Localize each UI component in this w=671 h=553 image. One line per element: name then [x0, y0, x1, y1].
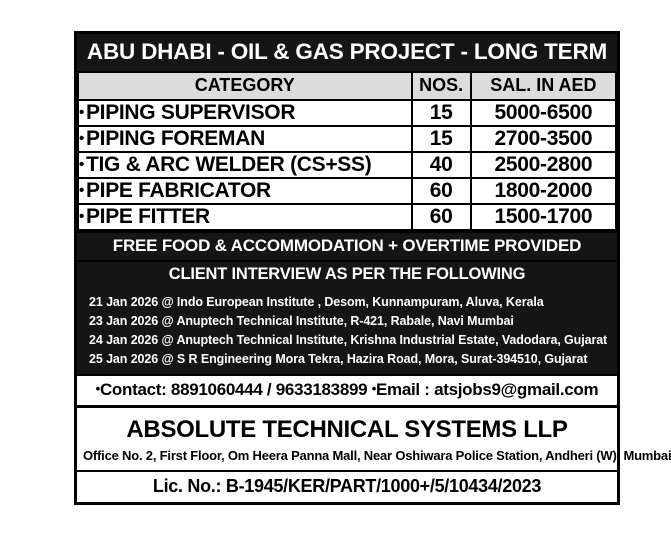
list-item: 23 Jan 2026 @ Anuptech Technical Institute, R-421, Rabale, Navi Mumbai [89, 313, 514, 328]
cell-nos: 15 [412, 126, 471, 152]
header-salary: SAL. IN AED [471, 72, 616, 100]
cell-nos: 40 [412, 152, 471, 178]
cell-category [78, 204, 412, 230]
bullet-icon: • [79, 130, 84, 147]
license-number: Lic. No.: B-1945/KER/PART/1000+/5/10434/2023 [77, 470, 617, 502]
category-label: TIG & ARC WELDER (CS+SS) [85, 153, 372, 176]
cell-category [78, 152, 412, 178]
bullet-icon: • [371, 381, 376, 396]
job-advertisement [74, 31, 671, 505]
header-nos: NOS. [412, 72, 471, 100]
list-item: 21 Jan 2026 @ Indo European Institute , Desom, Kunnampuram, Aluva, Kerala [89, 294, 544, 309]
phone-numbers[interactable]: 8891060444 / 9633183899 [170, 380, 368, 399]
interview-strip: CLIENT INTERVIEW AS PER THE FOLLOWING [77, 260, 617, 288]
company-address: Office No. 2, First Floor, Om Heera Panna Mall, Near Oshiwara Police Station, Andheri (W), Mumbai [83, 448, 671, 463]
ad-title: ABU DHABI - OIL & GAS PROJECT - LONG TERM [77, 34, 617, 71]
bullet-icon: • [79, 156, 84, 173]
table-header-row [78, 72, 616, 100]
cell-category [78, 100, 412, 126]
bullet-icon: • [79, 208, 84, 225]
cell-category [78, 178, 412, 204]
benefits-strip: FREE FOOD & ACCOMMODATION + OVERTIME PROVIDED [77, 231, 617, 260]
cell-salary: 1500-1700 [471, 204, 616, 230]
bullet-icon: • [79, 182, 84, 199]
table-row [78, 152, 616, 178]
category-label: PIPING FOREMAN [85, 127, 265, 150]
table-row [78, 100, 616, 126]
email-address[interactable]: atsjobs9@gmail.com [434, 380, 599, 399]
category-label: PIPE FITTER [85, 205, 210, 228]
header-category: CATEGORY [78, 72, 412, 100]
cell-nos: 15 [412, 100, 471, 126]
category-label: PIPE FABRICATOR [85, 179, 271, 202]
table-row [78, 126, 616, 152]
contact-label: Contact: [99, 380, 167, 399]
company-name: ABSOLUTE TECHNICAL SYSTEMS LLP [77, 405, 617, 448]
list-item: 24 Jan 2026 @ Anuptech Technical Institute, Krishna Industrial Estate, Vadodara, Gujarat [89, 332, 608, 347]
category-label: PIPING SUPERVISOR [85, 101, 296, 124]
cell-salary: 2700-3500 [471, 126, 616, 152]
bullet-icon: • [79, 104, 84, 121]
cell-salary: 2500-2800 [471, 152, 616, 178]
cell-salary: 1800-2000 [471, 178, 616, 204]
list-item: 25 Jan 2026 @ S R Engineering Mora Tekra, Hazira Road, Mora, Surat-394510, Gujarat [89, 351, 588, 366]
cell-salary: 5000-6500 [471, 100, 616, 126]
bullet-icon: • [95, 381, 100, 396]
table-row [78, 178, 616, 204]
interview-dates-list [77, 288, 617, 374]
email-label: Email : [376, 380, 430, 399]
cell-nos: 60 [412, 204, 471, 230]
cell-nos: 60 [412, 178, 471, 204]
cell-category [78, 126, 412, 152]
job-table [77, 71, 617, 231]
table-row [78, 204, 616, 230]
contact-row [77, 374, 617, 405]
